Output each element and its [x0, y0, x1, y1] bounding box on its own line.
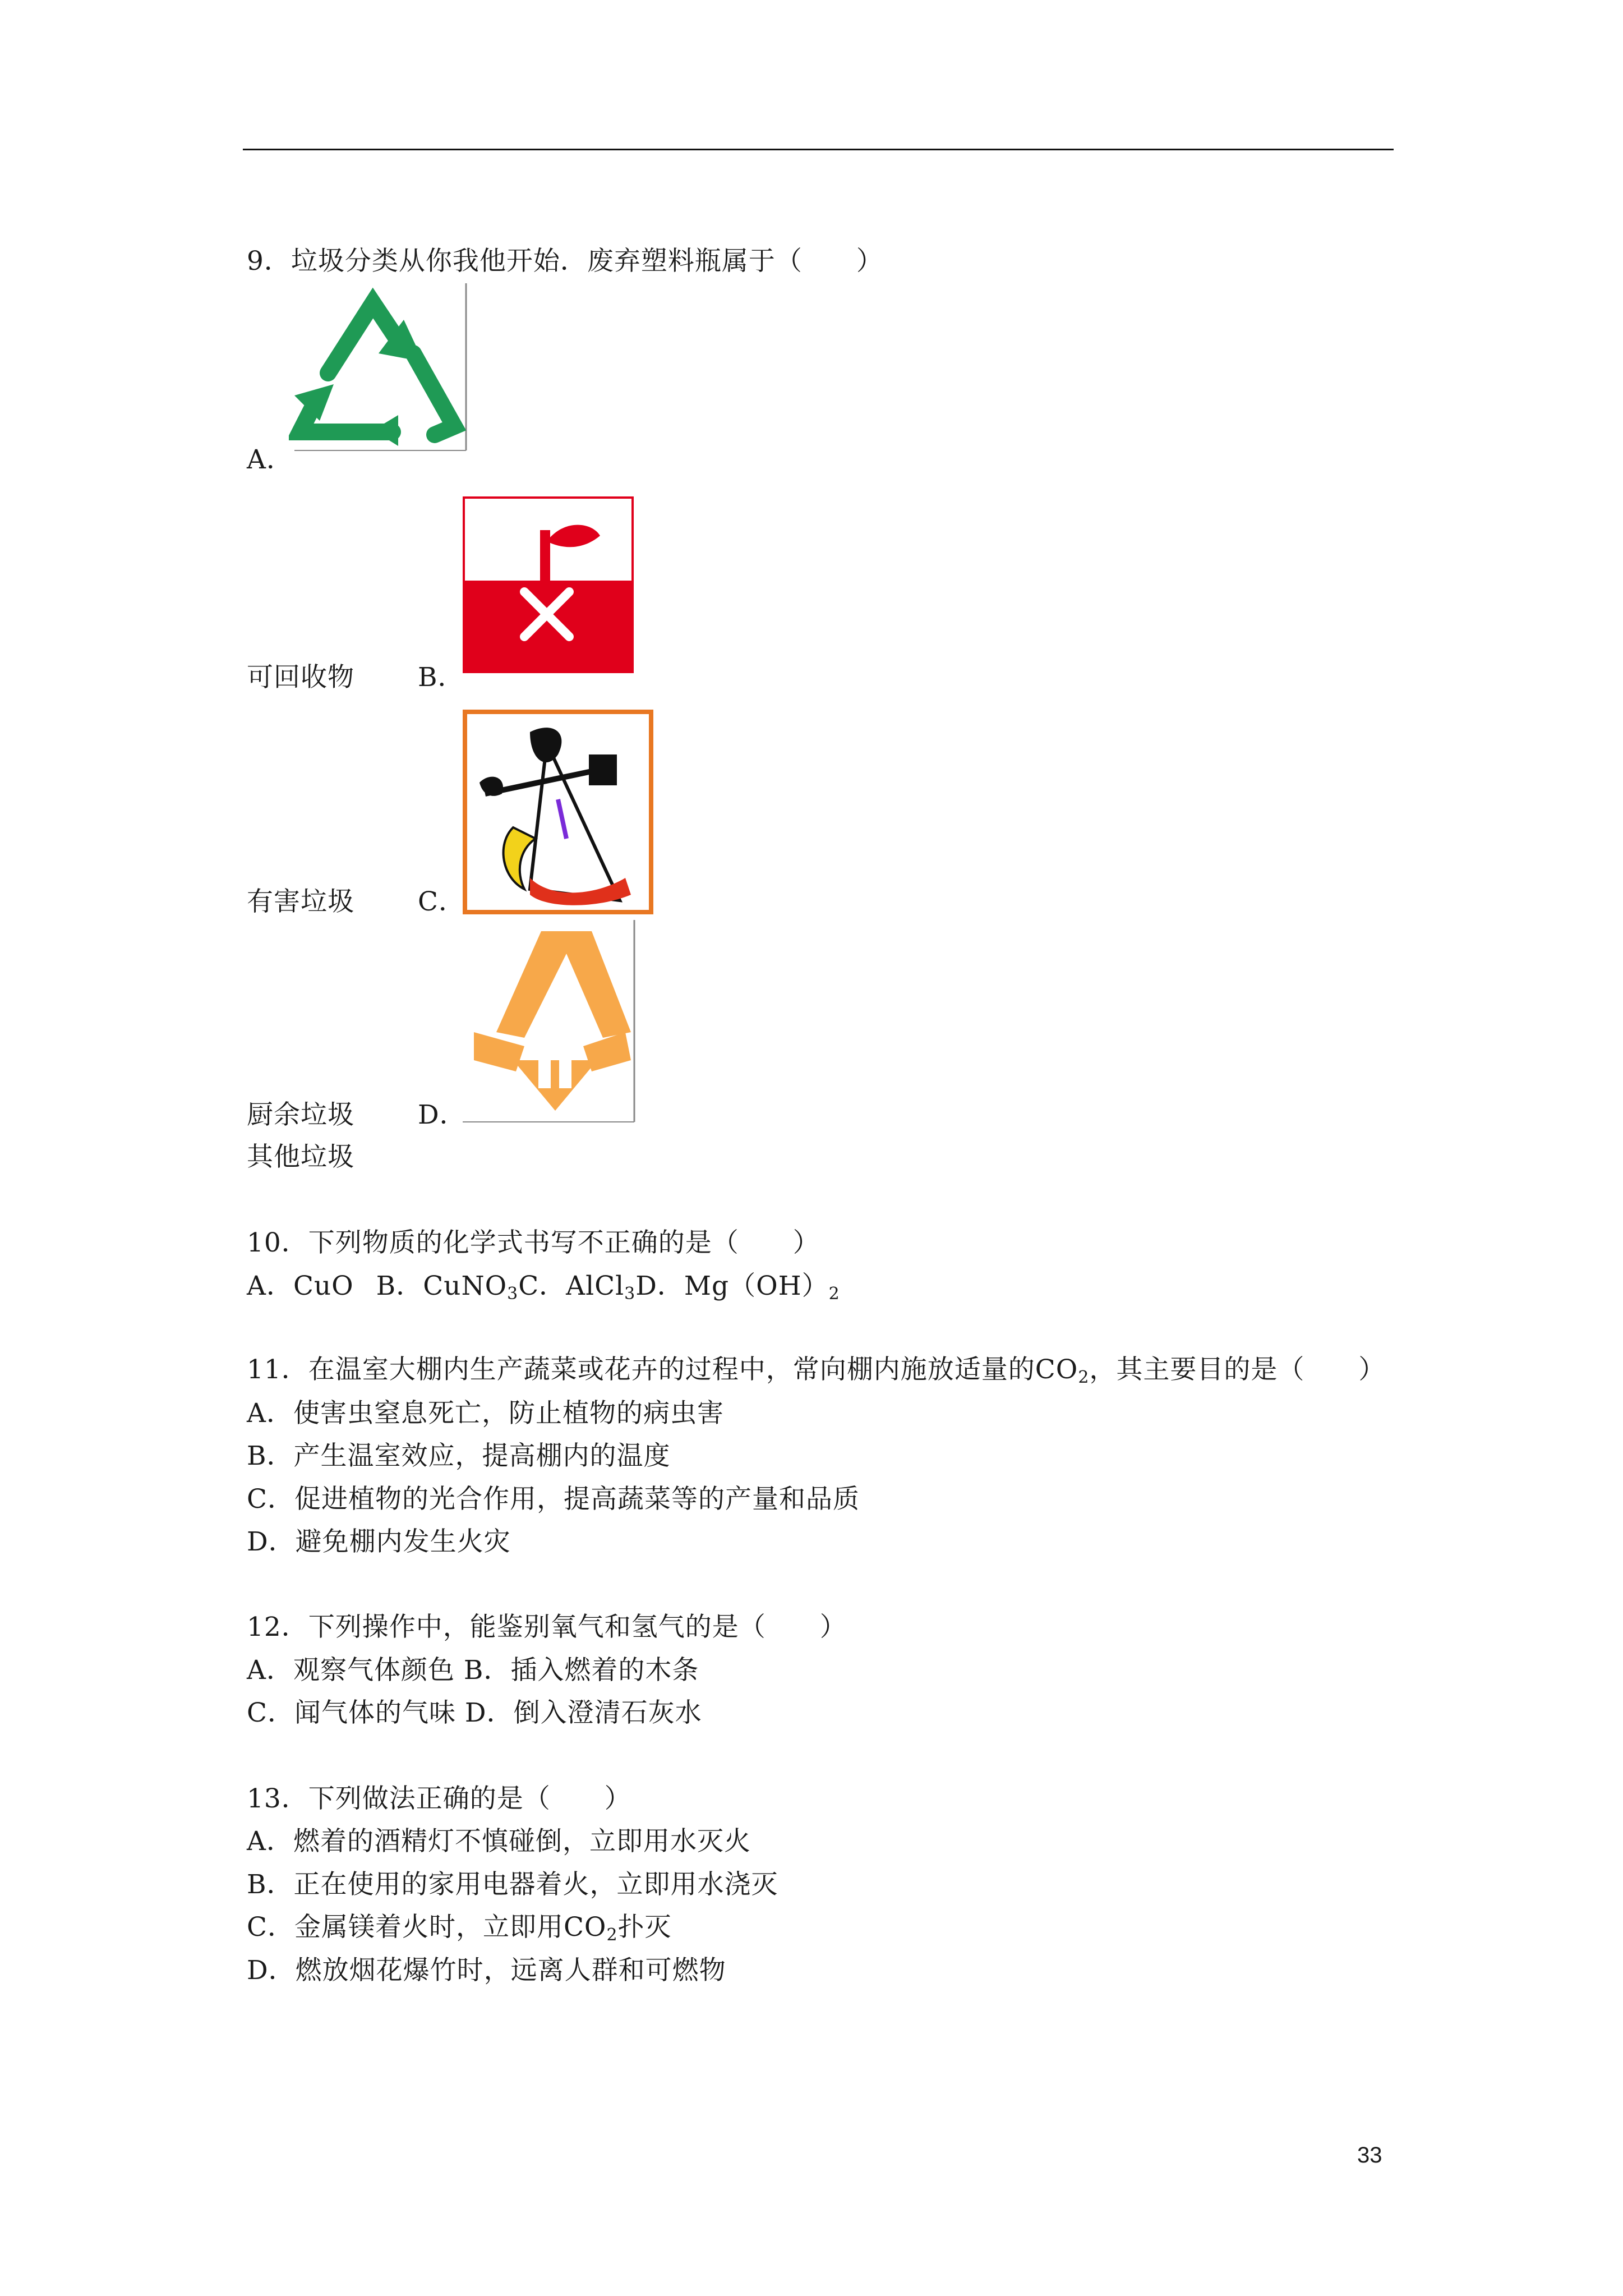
header-rule — [243, 149, 1394, 150]
other-waste-icon — [463, 920, 637, 1125]
page-number: 33 — [1357, 2143, 1382, 2168]
recycle-icon — [289, 283, 468, 452]
q9-label-d: 其他垃圾 — [247, 1142, 354, 1172]
q9-label-b: 有害垃圾 — [247, 886, 354, 917]
q10-option-d: D．$Mg(OH)_2$ — [635, 1271, 840, 1304]
q9-stem: 9．垃圾分类从你我他开始．废弃塑料瓶属于（ ） — [247, 246, 883, 277]
q13-stem: 13．下列做法正确的是（ ） — [247, 1783, 631, 1814]
q9-option-b: B． — [418, 662, 465, 693]
kitchen-waste-icon — [463, 710, 653, 914]
q11-option-b: B．产生温室效应，提高棚内的温度 — [247, 1441, 671, 1471]
q9-option-c: C． — [418, 886, 465, 917]
q11-option-c: C．促进植物的光合作用，提高蔬菜等的产量和品质 — [247, 1484, 860, 1515]
q13-option-d: D．燃放烟花爆竹时，远离人群和可燃物 — [247, 1955, 726, 1986]
hazard-waste-icon — [463, 496, 634, 673]
q12-options-ab: A．观察气体颜色 B．插入燃着的木条 — [247, 1655, 699, 1686]
q10-option-a: A．CuO — [247, 1271, 354, 1301]
q9-label-a: 可回收物 — [247, 662, 354, 693]
q13-option-a: A．燃着的酒精灯不慎碰倒，立即用水灭火 — [247, 1826, 751, 1857]
q10-options — [247, 1269, 840, 1311]
q13-option-b: B．正在使用的家用电器着火，立即用水浇灭 — [247, 1869, 778, 1900]
q11-option-d: D．避免棚内发生火灾 — [247, 1526, 511, 1557]
q10-option-b: B．CuNO$_3$ — [376, 1271, 519, 1304]
q12-options-cd: C．闻气体的气味 D．倒入澄清石灰水 — [247, 1697, 702, 1728]
q11-stem: 11．在温室大棚内生产蔬菜或花卉的过程中，常向棚内施放适量的$CO_2$，其主要目的是（ ） — [247, 1354, 1386, 1387]
q12-stem: 12．下列操作中，能鉴别氧气和氢气的是（ ） — [247, 1612, 847, 1642]
q9-option-a: A． — [247, 444, 293, 475]
q9-option-d: D． — [418, 1099, 467, 1130]
q11-option-a: A．使害虫窒息死亡，防止植物的病虫害 — [247, 1398, 724, 1429]
q10-option-c: C．AlCl$_3$ — [518, 1271, 636, 1304]
q13-option-c: C．金属镁着火时，立即用$CO_2$扑灭 — [247, 1912, 672, 1945]
q10-stem: 10．下列物质的化学式书写不正确的是（ ） — [247, 1227, 820, 1258]
q9-label-c: 厨余垃圾 — [247, 1099, 354, 1130]
